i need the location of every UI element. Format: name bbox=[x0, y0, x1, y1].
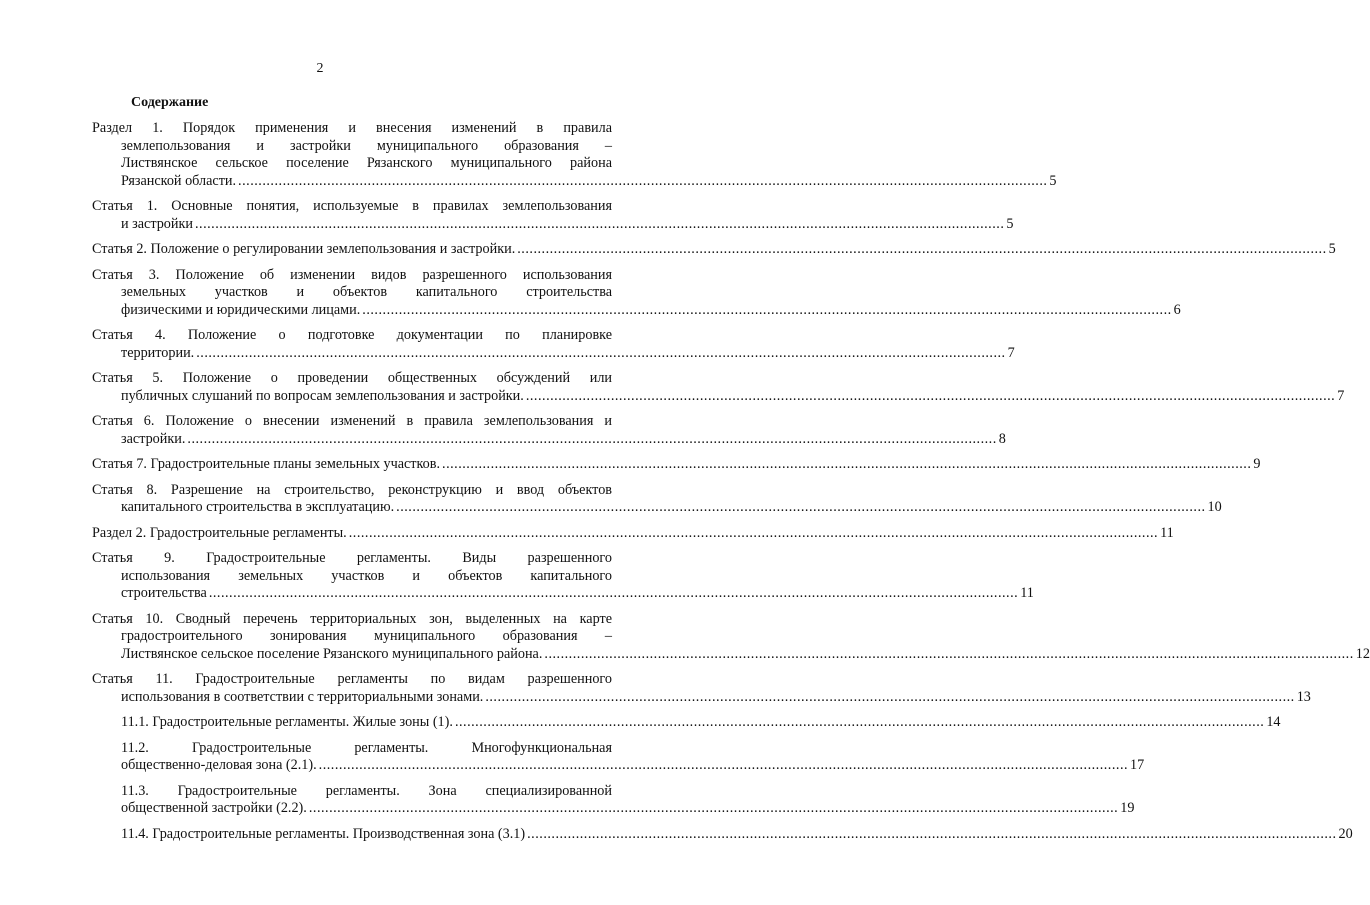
toc-title: Содержание bbox=[131, 95, 209, 110]
dot-leader: ........................................................................................................................................................................................................ bbox=[348, 524, 1159, 541]
toc-entry-line: 11.3. Градостроительные регламенты. Зона специализированной bbox=[121, 782, 612, 799]
dot-leader: ........................................................................................................................................................................................................ bbox=[238, 172, 1048, 189]
toc-subentry[interactable] bbox=[92, 782, 1135, 818]
toc-entry-line: Статья 10. Сводный перечень территориальных зон, выделенных на карте bbox=[92, 610, 612, 627]
toc-entry-title: использования в соответствии с территориальными зонами. bbox=[121, 688, 484, 705]
toc-subentry[interactable] bbox=[92, 714, 1281, 732]
dot-leader: ........................................................................................................................................................................................................ bbox=[362, 301, 1172, 318]
page-number: 2 bbox=[316, 61, 324, 76]
dot-leader: ........................................................................................................................................................................................................ bbox=[525, 387, 1336, 404]
toc-entry-line: Статья 1. Основные понятия, используемые в правилах землепользования bbox=[92, 198, 612, 214]
toc-entry-line: Раздел 1. Порядок применения и внесения изменений в правила bbox=[92, 120, 612, 136]
toc-entry[interactable] bbox=[92, 550, 1034, 603]
toc-page-number: 7 bbox=[1337, 387, 1345, 404]
toc-entry-line: Статья 8. Разрешение на строительство, реконструкцию и ввод объектов bbox=[92, 481, 612, 498]
dot-leader: ........................................................................................................................................................................................................ bbox=[194, 215, 1005, 232]
toc-page-number: 12 bbox=[1355, 645, 1370, 662]
toc-page-number: 11 bbox=[1160, 524, 1174, 541]
table-of-contents bbox=[92, 120, 1370, 851]
toc-entry[interactable] bbox=[92, 413, 1006, 448]
toc-entry-line: 11.2. Градостроительные регламенты. Многофункциональная bbox=[121, 739, 612, 756]
toc-entry-line: землепользования и застройки муниципального образования – bbox=[121, 137, 612, 154]
dot-leader: ........................................................................................................................................................................................................ bbox=[187, 430, 997, 447]
toc-page-number: 13 bbox=[1296, 688, 1311, 705]
toc-page-number: 14 bbox=[1266, 714, 1281, 730]
toc-entry-title: Статья 7. Градостроительные планы земельных участков. bbox=[92, 456, 441, 472]
toc-page-number: 5 bbox=[1006, 215, 1014, 232]
toc-entry[interactable] bbox=[92, 481, 1222, 517]
toc-entry-title: территории. bbox=[121, 344, 195, 361]
toc-entry-line: Статья 5. Положение о проведении общественных обсуждений или bbox=[92, 370, 612, 386]
toc-entry-line: использования земельных участков и объектов капитального bbox=[121, 567, 612, 584]
toc-entry-title: 11.4. Градостроительные регламенты. Производственная зона (3.1) bbox=[121, 825, 526, 842]
toc-entry[interactable] bbox=[92, 456, 1261, 474]
toc-subentry[interactable] bbox=[92, 739, 1145, 775]
toc-entry-line: земельных участков и объектов капитального строительства bbox=[121, 284, 612, 300]
dot-leader: ........................................................................................................................................................................................................ bbox=[544, 645, 1354, 662]
dot-leader: ........................................................................................................................................................................................................ bbox=[454, 714, 1265, 730]
toc-entry[interactable] bbox=[92, 370, 1345, 405]
toc-entry[interactable] bbox=[92, 671, 1311, 706]
toc-entry-line: Листвянское сельское поселение Рязанского муниципального района bbox=[121, 155, 612, 171]
toc-entry-title: Рязанской области. bbox=[121, 172, 237, 189]
toc-page-number: 5 bbox=[1049, 172, 1057, 189]
toc-page-number: 6 bbox=[1173, 301, 1181, 318]
dot-leader: ........................................................................................................................................................................................................ bbox=[442, 456, 1252, 472]
dot-leader: ........................................................................................................................................................................................................ bbox=[517, 241, 1327, 257]
toc-entry-title: физическими и юридическими лицами. bbox=[121, 301, 361, 318]
toc-entry-line: Статья 11. Градостроительные регламенты по видам разрешенного bbox=[92, 671, 612, 687]
dot-leader: ........................................................................................................................................................................................................ bbox=[485, 688, 1295, 705]
toc-page-number: 19 bbox=[1120, 800, 1135, 816]
toc-entry-line: Статья 4. Положение о подготовке документации по планировке bbox=[92, 327, 612, 343]
toc-entry-line: Статья 6. Положение о внесении изменений в правила землепользования и bbox=[92, 413, 612, 429]
toc-entry[interactable] bbox=[92, 524, 1174, 543]
dot-leader: ........................................................................................................................................................................................................ bbox=[527, 825, 1337, 842]
toc-entry-title: капитального строительства в эксплуатацию. bbox=[121, 499, 395, 515]
toc-page-number: 7 bbox=[1007, 344, 1015, 361]
toc-entry-title: и застройки bbox=[121, 215, 193, 232]
toc-entry-title: Раздел 2. Градостроительные регламенты. bbox=[92, 524, 347, 541]
toc-page-number: 17 bbox=[1130, 757, 1145, 773]
toc-entry-line: градостроительного зонирования муниципального образования – bbox=[121, 628, 612, 644]
dot-leader: ........................................................................................................................................................................................................ bbox=[208, 585, 1019, 601]
toc-page-number: 9 bbox=[1253, 456, 1261, 472]
toc-page-number: 20 bbox=[1338, 825, 1353, 842]
toc-page-number: 11 bbox=[1020, 585, 1034, 601]
toc-entry[interactable] bbox=[92, 610, 1370, 664]
toc-entry-title: публичных слушаний по вопросам землепользования и застройки. bbox=[121, 387, 524, 404]
toc-entry[interactable] bbox=[92, 198, 1014, 233]
toc-page-number: 8 bbox=[998, 430, 1006, 447]
toc-entry-line: Статья 9. Градостроительные регламенты. Виды разрешенного bbox=[92, 550, 612, 566]
toc-entry-title: 11.1. Градостроительные регламенты. Жилые зоны (1). bbox=[121, 714, 453, 730]
toc-page-number: 5 bbox=[1328, 241, 1336, 257]
toc-entry[interactable] bbox=[92, 266, 1181, 320]
toc-entry[interactable] bbox=[92, 120, 1057, 190]
toc-entry-title: общественной застройки (2.2). bbox=[121, 800, 307, 816]
toc-entry-title: строительства bbox=[121, 585, 207, 601]
toc-entry-title: застройки. bbox=[121, 430, 186, 447]
dot-leader: ........................................................................................................................................................................................................ bbox=[196, 344, 1006, 361]
toc-entry[interactable] bbox=[92, 241, 1336, 259]
toc-entry-title: Листвянское сельское поселение Рязанского муниципального района. bbox=[121, 645, 543, 662]
dot-leader: ........................................................................................................................................................................................................ bbox=[396, 499, 1206, 515]
toc-entry-title: общественно-деловая зона (2.1). bbox=[121, 757, 317, 773]
dot-leader: ........................................................................................................................................................................................................ bbox=[308, 800, 1119, 816]
toc-entry-line: Статья 3. Положение об изменении видов разрешенного использования bbox=[92, 266, 612, 283]
toc-entry-title: Статья 2. Положение о регулировании землепользования и застройки. bbox=[92, 241, 516, 257]
toc-entry[interactable] bbox=[92, 327, 1015, 362]
toc-page-number: 10 bbox=[1207, 499, 1222, 515]
toc-subentry[interactable] bbox=[92, 825, 1353, 844]
dot-leader: ........................................................................................................................................................................................................ bbox=[318, 757, 1129, 773]
